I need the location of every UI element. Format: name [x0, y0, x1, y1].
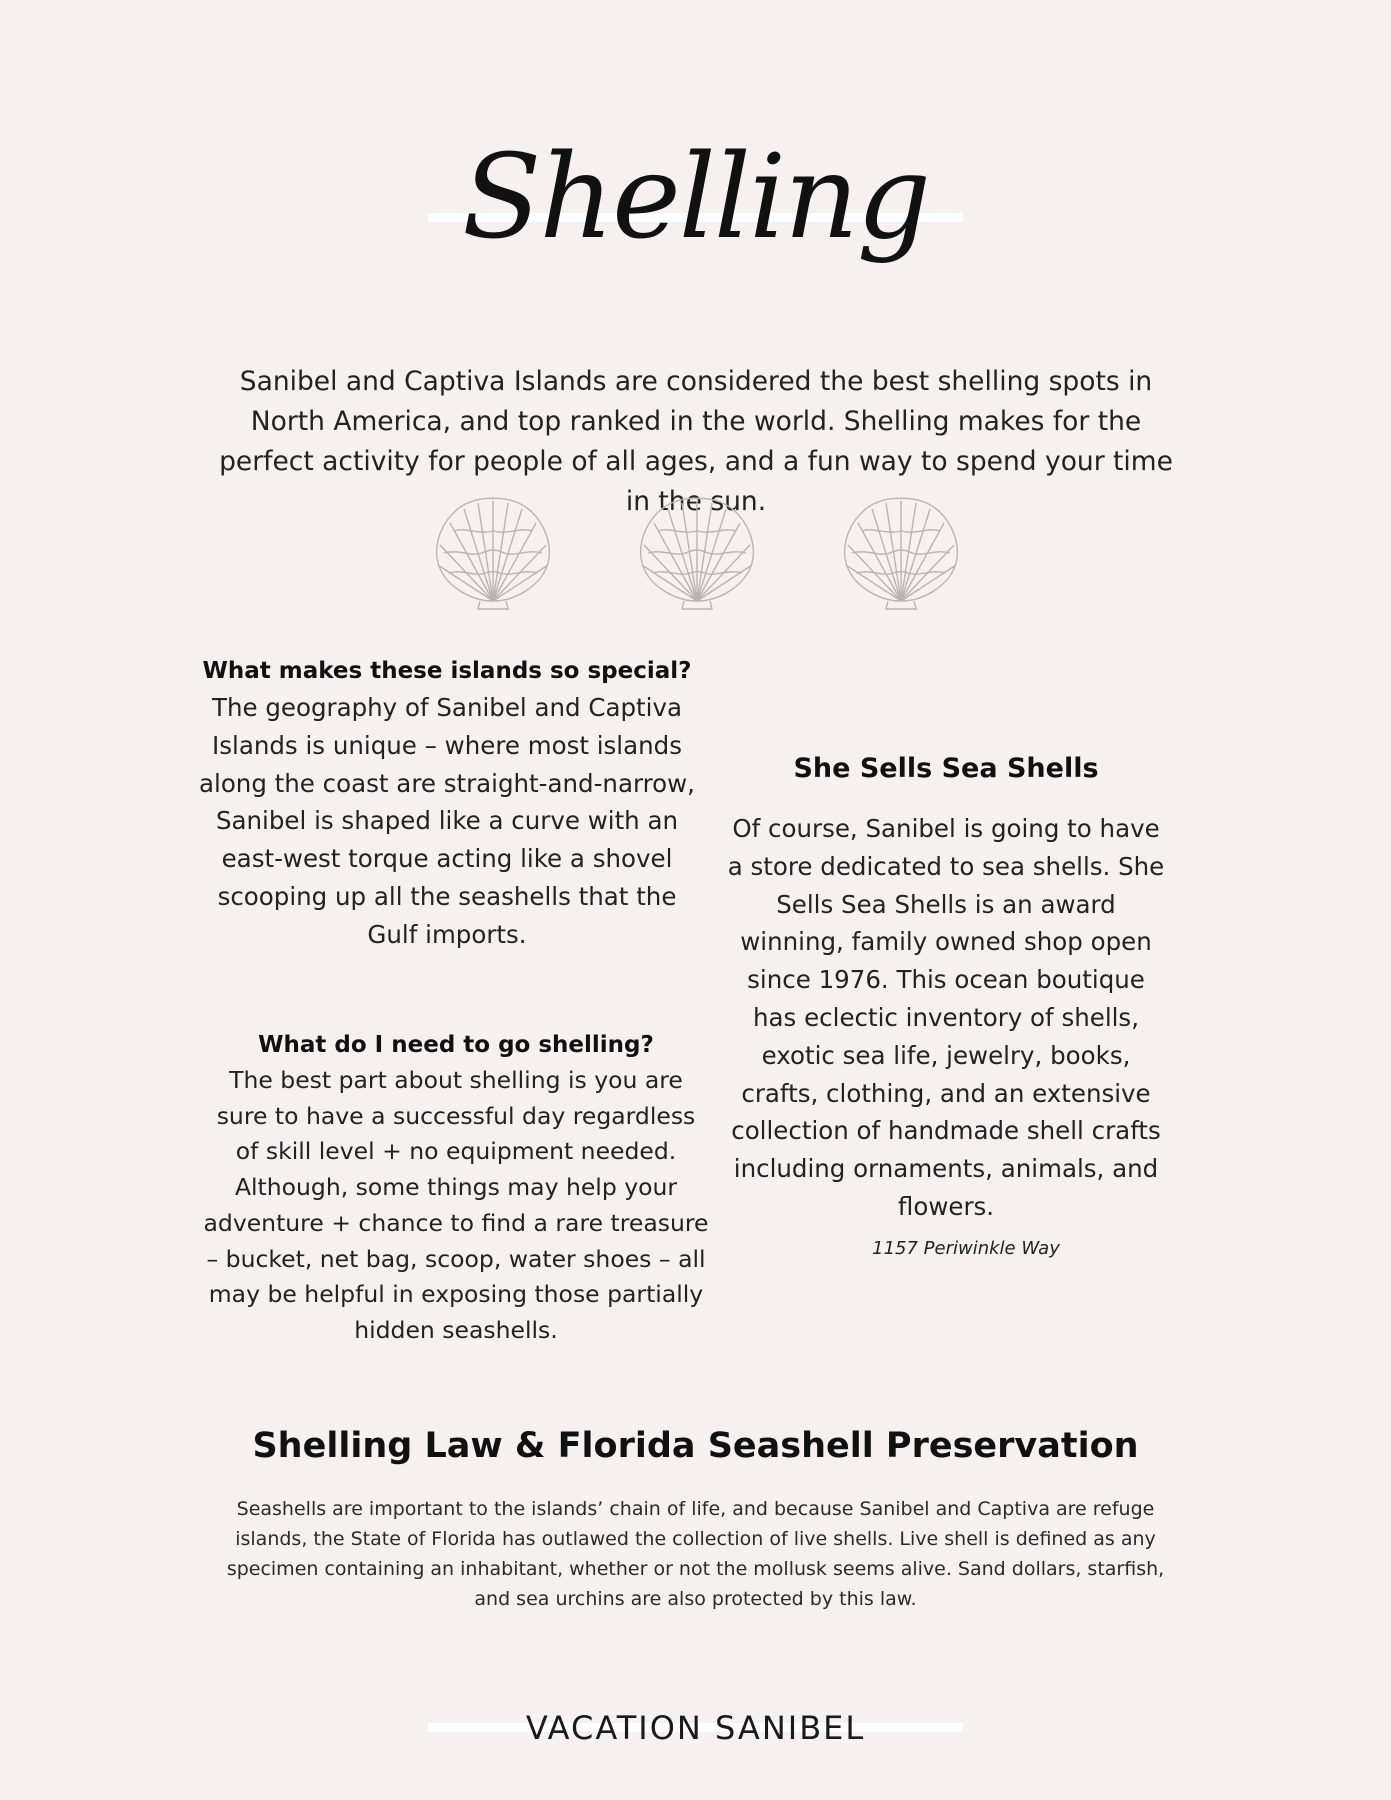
- law-heading: Shelling Law & Florida Seashell Preservation: [252, 1426, 1139, 1466]
- scallop-shell-icon: [430, 493, 556, 611]
- law-body: Seashells are important to the islands’ chain of life, and because Sanibel and Captiva are refuge islands, the State of Florida has outlawed the collection of live shells. Live shell is defined as any specimen containing an inhabitant, whether or not the mollusk seems alive. Sand dollars, starfish, and sea urchins are also protected by this law.: [226, 1498, 1165, 1610]
- special-body: The geography of Sanibel and Captiva Islands is unique – where most islands along the coast are straight-and-narrow, Sanibel is shaped like a curve with an east-west torque acting like a shovel scooping up all the seashells that the Gulf imports.: [199, 693, 695, 949]
- store-section: [726, 748, 1166, 1264]
- store-heading: She Sells Sea Shells: [793, 753, 1099, 784]
- need-section: [203, 1027, 709, 1349]
- need-body: The best part about shelling is you are sure to have a successful day regardless of skill level + no equipment needed. Although, some things may help your adventure + chance to find a rare treasure – bucket, net bag, scoop, water shoes – all may be helpful in exposing those partially hidden seashells.: [203, 1066, 709, 1344]
- page-title: Shelling: [461, 130, 930, 265]
- store-address: 1157 Periwinkle Way: [872, 1237, 1060, 1259]
- footer-brand: VACATION SANIBEL: [525, 1709, 866, 1747]
- store-body: Of course, Sanibel is going to have a store dedicated to sea shells. She Sells Sea Shells is an award winning, family owned shop open since 1976. This ocean boutique has eclectic inventory of shells, exotic sea life, jewelry, books, crafts, clothing, and an extensive collection of handmade shell crafts including ornaments, animals, and flowers.: [727, 814, 1165, 1221]
- intro-paragraph: Sanibel and Captiva Islands are considered the best shelling spots in North America, and top ranked in the world. Shelling makes for the perfect activity for people of all ages, and a fun way to spend your time in the sun.: [219, 366, 1173, 517]
- special-section: [196, 653, 698, 954]
- need-heading: What do I need to go shelling?: [258, 1032, 654, 1058]
- scallop-shell-icon: [838, 493, 964, 611]
- scallop-shell-icon: [634, 493, 760, 611]
- special-heading: What makes these islands so special?: [202, 658, 692, 684]
